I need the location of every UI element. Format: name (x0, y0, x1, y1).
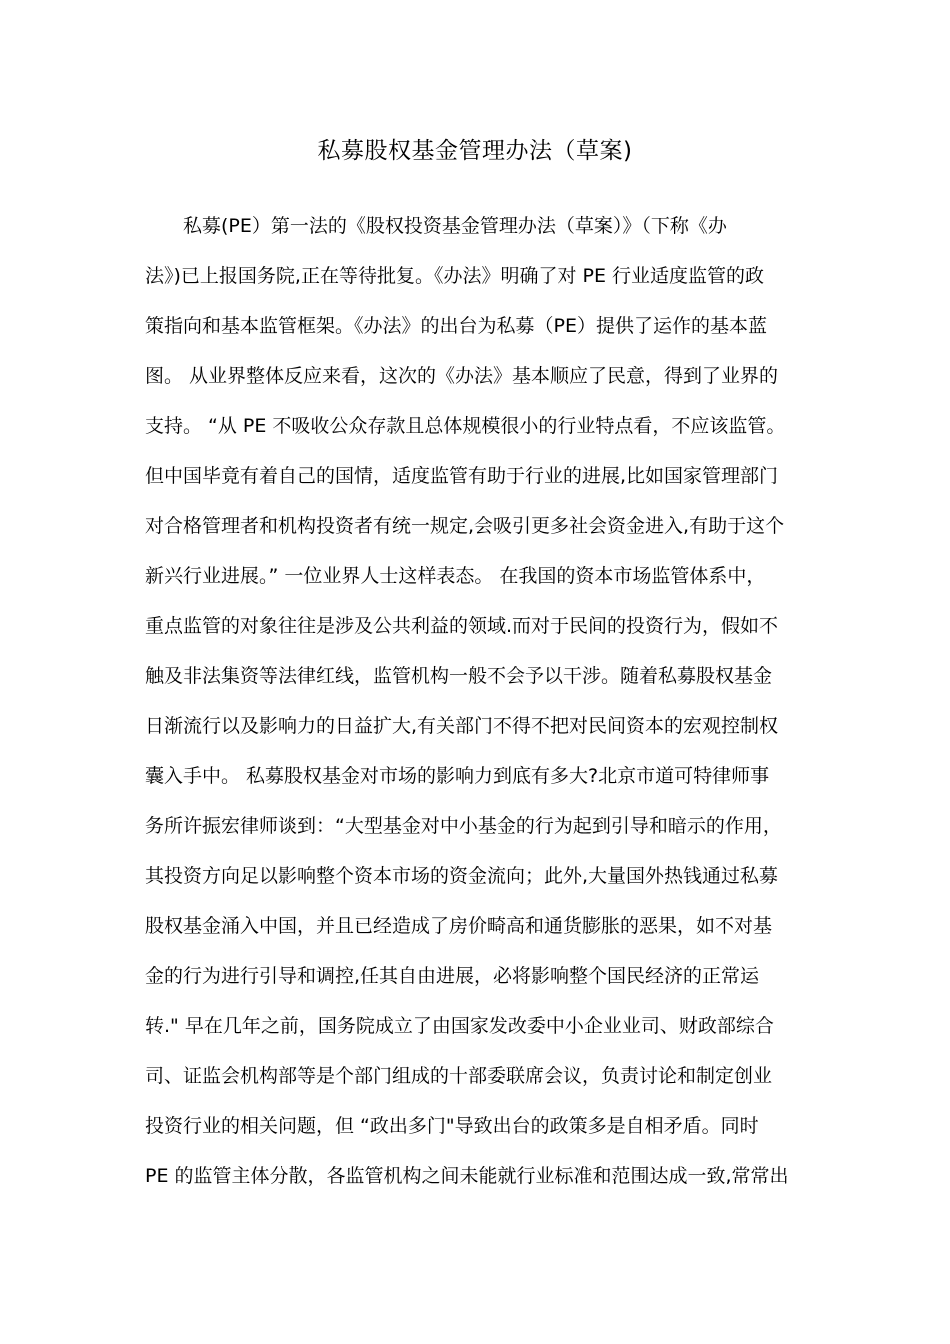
paragraph-line: 投资行业的相关问题，但 “政出多门"导致出台的政策多是自相矛盾。同时 (145, 1115, 759, 1137)
document-title: 私募股权基金管理办法（草案) (317, 138, 633, 164)
paragraph-line: 重点监管的对象往往是涉及公共利益的领域.而对于民间的投资行为，假如不 (145, 615, 779, 637)
paragraph-line: 触及非法集资等法律红线，监管机构一般不会予以干涉。随着私募股权基金 (145, 665, 773, 687)
paragraph-line: 金的行为进行引导和调控,任其自由进展，必将影响整个国民经济的正常运 (145, 965, 760, 987)
paragraph-line: 司、证监会机构部等是个部门组成的十部委联席会议，负责讨论和制定创业 (145, 1065, 773, 1087)
paragraph-line: 法》)已上报国务院,正在等待批复。《办法》明确了对 PE 行业适度监管的政 (145, 265, 764, 287)
paragraph-line: 策指向和基本监管框架。《办法》的出台为私募（PE）提供了运作的基本蓝 (145, 315, 767, 337)
paragraph-line: 务所许振宏律师谈到：“大型基金对中小基金的行为起到引导和暗示的作用， (145, 815, 782, 837)
paragraph-line: 对合格管理者和机构投资者有统一规定,会吸引更多社会资金进入,有助于这个 (145, 515, 785, 537)
paragraph-line: 图。 从业界整体反应来看，这次的《办法》基本顺应了民意，得到了业界的 (145, 365, 779, 387)
document-body (145, 208, 815, 1208)
paragraph-line: 股权基金涌入中国，并且已经造成了房价畸高和通货膨胀的恶果，如不对基 (145, 915, 773, 937)
paragraph-line: PE 的监管主体分散，各监管机构之间未能就行业标准和范围达成一致,常常出 (145, 1165, 789, 1187)
paragraph-line: 私募(PE）第一法的《股权投资基金管理办法（草案）》（下称《办 (183, 215, 727, 237)
paragraph-line: 支持。 “从 PE 不吸收公众存款且总体规模很小的行业特点看，不应该监管。 (145, 415, 786, 437)
paragraph-line: 新兴行业进展。” 一位业界人士这样表态。 在我国的资本市场监管体系中， (145, 565, 766, 587)
paragraph-line: 囊入手中。 私募股权基金对市场的影响力到底有多大?北京市道可特律师事 (145, 765, 770, 787)
paragraph-line: 日渐流行以及影响力的日益扩大,有关部门不得不把对民间资本的宏观控制权 (145, 715, 779, 737)
paragraph-line: 转." 早在几年之前，国务院成立了由国家发改委中小企业业司、财政部综合 (145, 1015, 774, 1037)
paragraph-line: 但中国毕竟有着自己的国情，适度监管有助于行业的进展,比如国家管理部门 (145, 465, 779, 487)
paragraph-line: 其投资方向足以影响整个资本市场的资金流向；此外,大量国外热钱通过私募 (145, 865, 779, 887)
